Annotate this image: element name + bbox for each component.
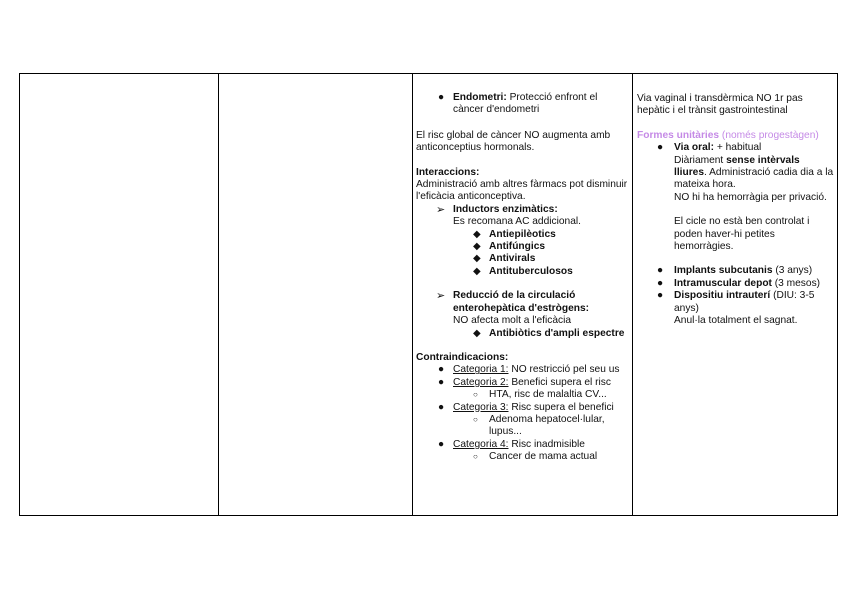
list-item-intramuscular: ● Intramuscular depot (3 mesos): [657, 277, 821, 289]
via-text: Via vaginal i transdèrmica NO 1r pas hepàtic i el trànsit gastrointestinal: [637, 93, 803, 117]
list-item-cat2: ● Categoria 2: Benefici supera el risc: [438, 376, 611, 388]
list-item: ○ Cancer de mama actual: [473, 451, 598, 463]
list-item: ◆ Antiepilèotics: [473, 228, 556, 240]
list-item-cat4: ● Categoria 4: Risc inadmisible: [438, 438, 585, 450]
endometri-title: Endometri:: [453, 92, 507, 103]
bullet-icon: ●: [438, 376, 445, 388]
list-item: ◆ Antituberculosos: [473, 265, 573, 277]
list-item-diu: ● Dispositiu intrauterí (DIU: 3-5 anys): [657, 290, 815, 314]
formes-heading: Formes unitàries (només progestàgen): [637, 129, 819, 141]
diamond-bullet-icon: ◆: [473, 327, 481, 339]
reduccio-title: Reducció de la circulació enterohepàtica d'estrògens:: [453, 290, 590, 314]
column-3-cell: [416, 74, 632, 515]
reduccio-text: NO afecta molt a l'eficàcia: [453, 315, 572, 327]
circle-bullet-icon: ○: [473, 452, 478, 462]
list-item-reduccio: [416, 290, 628, 315]
diamond-bullet-icon: ◆: [473, 265, 481, 277]
circle-bullet-icon: ○: [473, 390, 478, 400]
list-item: ◆ Antivirals: [473, 253, 536, 265]
endometri-text: Protecció enfront el càncer d'endometri: [453, 92, 598, 116]
bullet-icon: ●: [438, 92, 445, 103]
contraindicacions-heading: Contraindicacions:: [416, 351, 509, 363]
column-4-cell: [637, 74, 837, 515]
no-hemorragia-text: NO hi ha hemorràgia per privació.: [674, 191, 827, 203]
list-item: ◆ Antibiòtics d'ampli espectre: [473, 327, 625, 339]
column-divider: [412, 74, 413, 515]
bullet-icon: ●: [438, 438, 445, 450]
diamond-bullet-icon: ◆: [473, 241, 481, 253]
risc-global-text: El risc global de càncer NO augmenta amb anticonceptius hormonals.: [416, 129, 611, 154]
diamond-bullet-icon: ◆: [473, 253, 481, 265]
bullet-icon: ●: [657, 265, 664, 277]
list-item-cat1: ● Categoria 1: NO restricció pel seu us: [438, 364, 620, 376]
notes-table: [19, 73, 838, 516]
list-item-implants: ● Implants subcutanis (3 anys): [657, 265, 813, 277]
bullet-icon: ●: [657, 290, 664, 302]
list-item: ◆ Antifúngics: [473, 241, 546, 253]
list-item-inductors: [416, 204, 628, 216]
list-item-oral: ● Via oral: + habitual: [657, 142, 762, 154]
bullet-icon: ●: [438, 364, 445, 376]
list-item: ○ HTA, risc de malaltia CV...: [473, 389, 607, 401]
list-item-cat3: ● Categoria 3: Risc supera el benefici: [438, 401, 614, 413]
interaccions-text: Administració amb altres fàrmacs pot disminuir l'eficàcia anticonceptiva.: [416, 179, 628, 203]
anul-text: Anul·la totalment el sagnat.: [674, 315, 798, 327]
list-item: ○ Adenoma hepatocel·lular, lupus...: [473, 413, 605, 438]
bullet-icon: ●: [657, 277, 664, 289]
arrow-bullet-icon: ➢: [436, 290, 446, 303]
list-item-endometri: [416, 92, 628, 117]
arrow-bullet-icon: ➢: [436, 203, 446, 216]
diamond-bullet-icon: ◆: [473, 228, 481, 240]
column-divider: [218, 74, 219, 515]
cicle-text: El cicle no està ben controlat i poden haver-hi petites hemorràgies.: [674, 216, 810, 253]
inductors-text: Es recomana AC addicional.: [453, 216, 581, 228]
bullet-icon: ●: [657, 142, 664, 154]
circle-bullet-icon: ○: [473, 414, 478, 424]
bullet-icon: ●: [438, 401, 445, 413]
inductors-title: Inductors enzimàtics:: [453, 203, 558, 215]
diari-text: Diàriament sense intèrvals lliures. Administració cadia dia a la mateixa hora.: [674, 154, 834, 191]
interaccions-heading: Interaccions:: [416, 166, 480, 178]
column-divider: [632, 74, 633, 515]
